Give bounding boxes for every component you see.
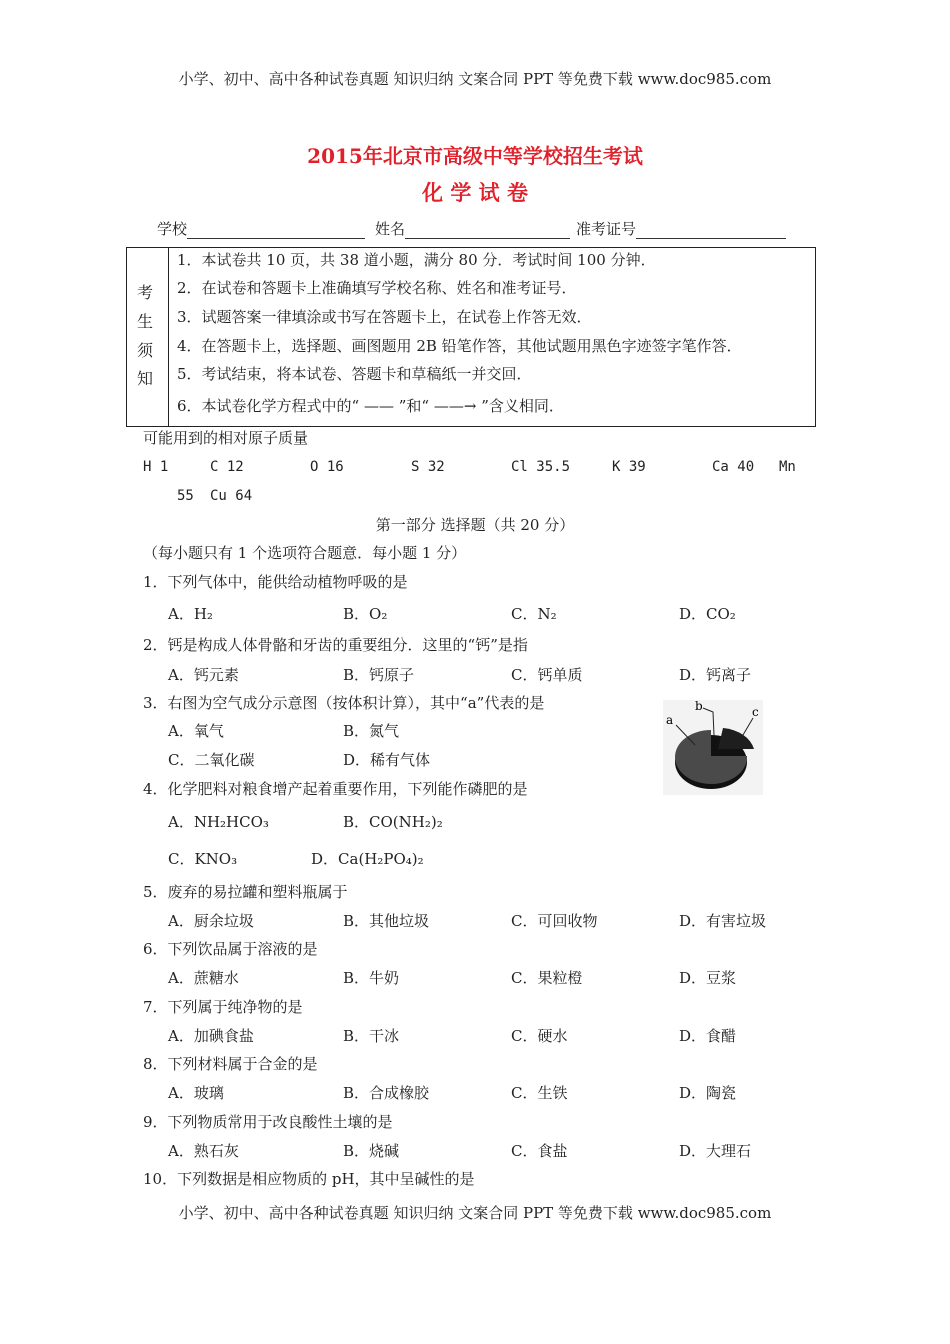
answer-option[interactable]: A．钙元素 bbox=[168, 666, 239, 684]
answer-option[interactable]: B．干冰 bbox=[343, 1027, 400, 1045]
notice-side-char: 考 bbox=[137, 283, 154, 302]
answer-option[interactable]: C．N₂ bbox=[511, 605, 557, 623]
pie-label-c: c bbox=[752, 705, 759, 719]
question-text: 8．下列材料属于合金的是 bbox=[143, 1055, 318, 1073]
notice-item: 3．试题答案一律填涂或书写在答题卡上，在试卷上作答无效． bbox=[177, 308, 592, 326]
atomic-mass: K 39 bbox=[612, 459, 646, 475]
notice-item: 5．考试结束，将本试卷、答题卡和草稿纸一并交回． bbox=[177, 365, 532, 383]
question-text: 5．废弃的易拉罐和塑料瓶属于 bbox=[143, 883, 348, 901]
answer-option[interactable]: C．食盐 bbox=[511, 1142, 568, 1160]
atomic-mass: Cu 64 bbox=[210, 488, 253, 504]
answer-option[interactable]: D．稀有气体 bbox=[343, 751, 431, 769]
answer-option[interactable]: B．牛奶 bbox=[343, 969, 400, 987]
answer-option[interactable]: C．果粒橙 bbox=[511, 969, 583, 987]
answer-option[interactable]: B．O₂ bbox=[343, 605, 388, 623]
answer-option[interactable]: B．钙原子 bbox=[343, 666, 415, 684]
answer-option[interactable]: C．可回收物 bbox=[511, 912, 598, 930]
name-label: 姓名 bbox=[375, 220, 406, 238]
id-label: 准考证号 bbox=[576, 220, 637, 238]
answer-option[interactable]: D．Ca(H₂PO₄)₂ bbox=[311, 850, 424, 868]
question-text: 1．下列气体中，能供给动植物呼吸的是 bbox=[143, 573, 408, 591]
pie-label-a: a bbox=[666, 713, 674, 727]
atomic-mass-label: 可能用到的相对原子质量 bbox=[143, 429, 309, 447]
answer-option[interactable]: D．食醋 bbox=[679, 1027, 737, 1045]
atomic-mass: C 12 bbox=[210, 459, 244, 475]
answer-option[interactable]: D．豆浆 bbox=[679, 969, 737, 987]
notice-side-char: 知 bbox=[137, 369, 154, 388]
atomic-mass: 55 bbox=[177, 488, 194, 504]
answer-option[interactable]: D．钙离子 bbox=[679, 666, 752, 684]
school-field[interactable] bbox=[157, 219, 365, 239]
answer-option[interactable]: D．CO₂ bbox=[679, 605, 736, 623]
name-field[interactable] bbox=[375, 219, 570, 239]
atomic-mass: S 32 bbox=[411, 459, 445, 475]
notice-side-char: 须 bbox=[137, 341, 154, 360]
notice-item: 2．在试卷和答题卡上准确填写学校名称、姓名和准考证号． bbox=[177, 279, 577, 297]
answer-option[interactable]: A．NH₂HCO₃ bbox=[168, 813, 269, 831]
answer-option[interactable]: A．H₂ bbox=[168, 605, 213, 623]
answer-option[interactable]: C．生铁 bbox=[511, 1084, 568, 1102]
notice-side-char: 生 bbox=[137, 312, 154, 331]
section-note: （每小题只有 1 个选项符合题意．每小题 1 分） bbox=[143, 544, 467, 562]
answer-option[interactable]: A．玻璃 bbox=[168, 1084, 224, 1102]
answer-option[interactable]: A．氧气 bbox=[168, 722, 224, 740]
answer-option[interactable]: A．蔗糖水 bbox=[168, 969, 239, 987]
answer-option[interactable]: B．CO(NH₂)₂ bbox=[343, 813, 443, 831]
atomic-mass: Ca 40 bbox=[712, 459, 755, 475]
answer-option[interactable]: C．二氧化碳 bbox=[168, 751, 255, 769]
section-title: 第一部分 选择题（共 20 分） bbox=[375, 516, 575, 534]
answer-option[interactable]: B．烧碱 bbox=[343, 1142, 400, 1160]
answer-option[interactable]: A．厨余垃圾 bbox=[168, 912, 254, 930]
answer-option[interactable]: D．有害垃圾 bbox=[679, 912, 767, 930]
question-text: 7．下列属于纯净物的是 bbox=[143, 998, 303, 1016]
notice-item: 6．本试卷化学方程式中的“ —— ”和“ ——→ ”含义相同． bbox=[177, 397, 564, 415]
air-composition-pie-chart bbox=[663, 700, 763, 795]
answer-option[interactable]: B．氮气 bbox=[343, 722, 400, 740]
notice-item: 4．在答题卡上，选择题、画图题用 2B 铅笔作答，其他试题用黑色字迹签字笔作答． bbox=[177, 337, 742, 355]
page-footer: 小学、初中、高中各种试卷真题 知识归纳 文案合同 PPT 等免费下载 www.doc985.com bbox=[178, 1204, 772, 1222]
question-text: 4．化学肥料对粮食增产起着重要作用，下列能作磷肥的是 bbox=[143, 780, 528, 798]
atomic-mass: H 1 bbox=[143, 459, 169, 475]
school-label: 学校 bbox=[157, 220, 188, 238]
question-text: 9．下列物质常用于改良酸性土壤的是 bbox=[143, 1113, 393, 1131]
notice-side bbox=[127, 248, 169, 426]
answer-option[interactable]: A．熟石灰 bbox=[168, 1142, 239, 1160]
answer-option[interactable]: C．钙单质 bbox=[511, 666, 583, 684]
answer-option[interactable]: C．硬水 bbox=[511, 1027, 568, 1045]
exam-subtitle: 化 学 试 卷 bbox=[422, 180, 528, 205]
answer-option[interactable]: B．合成橡胶 bbox=[343, 1084, 430, 1102]
exam-title: 2015年北京市高级中等学校招生考试 bbox=[307, 144, 643, 168]
question-text: 3．右图为空气成分示意图（按体积计算），其中“a”代表的是 bbox=[143, 694, 545, 712]
page-header: 小学、初中、高中各种试卷真题 知识归纳 文案合同 PPT 等免费下载 www.doc985.com bbox=[178, 70, 772, 88]
question-text: 6．下列饮品属于溶液的是 bbox=[143, 940, 318, 958]
pie-label-b: b bbox=[695, 700, 703, 713]
answer-option[interactable]: B．其他垃圾 bbox=[343, 912, 430, 930]
id-field[interactable] bbox=[576, 219, 786, 239]
answer-option[interactable]: D．大理石 bbox=[679, 1142, 752, 1160]
answer-option[interactable]: D．陶瓷 bbox=[679, 1084, 737, 1102]
atomic-mass: Cl 35.5 bbox=[511, 459, 571, 475]
notice-box bbox=[126, 247, 816, 427]
atomic-mass: Mn bbox=[779, 459, 796, 475]
question-text: 2．钙是构成人体骨骼和牙齿的重要组分．这里的“钙”是指 bbox=[143, 636, 528, 654]
question-text: 10．下列数据是相应物质的 pH，其中呈碱性的是 bbox=[143, 1170, 475, 1188]
atomic-mass: O 16 bbox=[310, 459, 344, 475]
answer-option[interactable]: A．加碘食盐 bbox=[168, 1027, 254, 1045]
answer-option[interactable]: C．KNO₃ bbox=[168, 850, 238, 868]
notice-item: 1．本试卷共 10 页，共 38 道小题，满分 80 分．考试时间 100 分钟． bbox=[177, 251, 656, 269]
